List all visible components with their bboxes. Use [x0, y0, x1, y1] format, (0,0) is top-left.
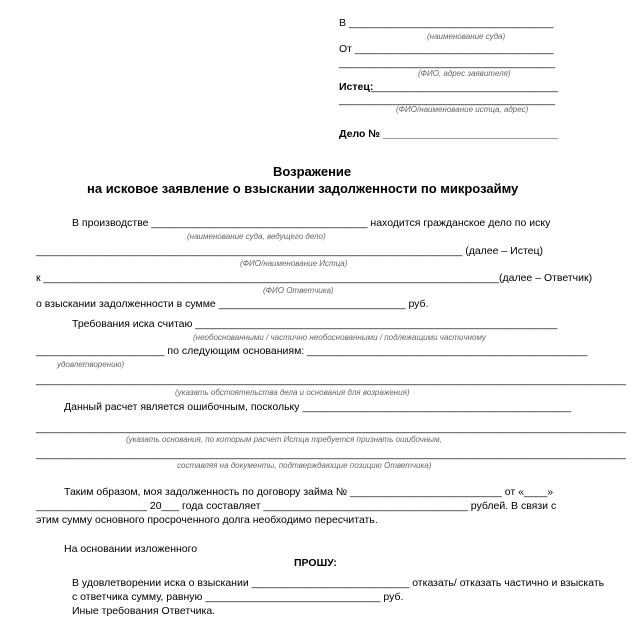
body-caption-3: (ФИО Ответчика) [263, 286, 334, 295]
body-caption-9: (указать основания, по которым расчет Истца требуется признать ошибочным, [126, 435, 442, 444]
body-line-4: о взыскании задолженности в сумме ________________________________ руб. [36, 298, 429, 310]
applicant-line-2: _____________________________________ [339, 57, 556, 69]
plaintiff-line-2: _____________________________________ [339, 94, 556, 106]
document-subtitle: на исковое заявление о взыскании задолженности по микрозайму [87, 181, 519, 196]
body-line-7: _____________________________________________________________________________________________________ [36, 374, 626, 386]
court-caption: (наименование суда) [427, 32, 506, 41]
plaintiff-line: ________________________________ [368, 81, 558, 93]
body-line-13: этим сумму основного просроченного долга необходимо пересчитать. [36, 514, 378, 526]
body-line-12: ___________________ 20___ года составляет ___________________________________ рублей. В связи с [36, 500, 557, 512]
plaintiff-caption: (ФИО/наименование истца, адрес) [396, 105, 529, 114]
body-line-11: Таким образом, моя задолженность по договору займа № __________________________ от «____» [64, 486, 554, 498]
body-line-1: В производстве _____________________________________ находится гражданское дело по иску [72, 217, 551, 229]
body-line-17: Иные требования Ответчика. [72, 605, 216, 617]
body-caption-7: (указать обстоятельства дела и основания для возражения) [175, 388, 410, 397]
body-line-2: _________________________________________________________________________ (далее – Истец) [36, 245, 543, 257]
body-line-8: Данный расчет является ошибочным, поскольку ______________________________________________ [64, 401, 572, 413]
request-heading: ПРОШУ: [294, 557, 337, 569]
body-line-15: В удовлетворении иска о взыскании ___________________________ отказать/ отказать частично и взыскать [72, 577, 605, 589]
plaintiff-label: Истец: [339, 81, 374, 93]
body-caption-1: (наименование суда, ведущего дело) [187, 232, 326, 241]
body-line-10: _____________________________________________________________________________________________________ [36, 448, 626, 460]
body-line-5: Требования иска считаю ______________________________________________________________ [72, 318, 558, 330]
case-number-line: Дело № ______________________________ [339, 128, 559, 140]
body-line-16: с ответчика сумму, равную ______________________________ руб. [72, 591, 404, 603]
court-line: В ___________________________________ [339, 17, 554, 29]
applicant-line: От __________________________________ [339, 43, 554, 55]
body-caption-2: (ФИО/наименование Истца) [240, 259, 348, 268]
applicant-caption: (ФИО, адрес заявителя) [418, 69, 511, 78]
body-line-9: _____________________________________________________________________________________________________ [36, 422, 626, 434]
body-line-3: к ______________________________________________________________________________(далее – Ответчик) [36, 272, 593, 284]
body-line-6: ______________________ по следующим основаниям: ________________________________________________ [36, 345, 588, 357]
document-title: Возражение [273, 164, 352, 179]
body-caption-5: (необоснованными / частично необоснованными / подлежащими частичному [193, 333, 486, 342]
body-line-14: На основании изложенного [64, 543, 198, 555]
body-caption-10: составляя на документы, подтверждающие позицию Ответчика) [177, 461, 432, 470]
body-caption-6: удовлетворению) [57, 360, 125, 369]
